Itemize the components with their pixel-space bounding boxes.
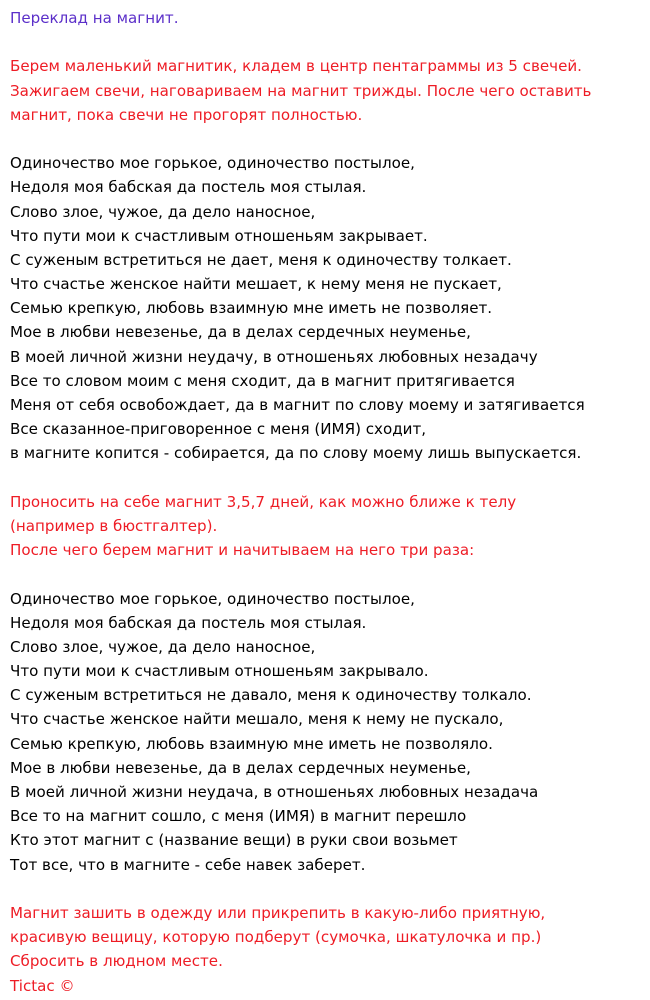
spacer [10,30,646,54]
spell-line: Одиночество мое горькое, одиночество постылое, [10,589,415,608]
spacer [10,466,646,490]
spell-line: В моей личной жизни неудачу, в отношеньях любовных незадачу [10,347,538,366]
spell-line: Недоля моя бабская да постель моя стылая. [10,613,367,632]
intro-line: Зажигаем свечи, наговариваем на магнит трижды. После чего оставить [10,81,592,100]
spell-line: Меня от себя освобождает, да в магнит по слову моему и затягивается [10,396,585,414]
ending-instructions [10,901,646,974]
spell-line: Что счастье женское найти мешает, к нему меня не пускает, [10,275,502,294]
intro-line: магнит, пока свечи не прогорят полностью. [10,105,363,124]
ending-line: красивую вещицу, которую подберут (сумочка, шкатулочка и пр.) [10,928,542,947]
spell-line: Что счастье женское найти мешало, меня к нему не пускало, [10,710,504,729]
spell-line: С суженым встретиться не дает, меня к одиночеству толкает. [10,250,512,269]
spell-line: Мое в любви невезенье, да в делах сердечных неуменье, [10,323,471,342]
intro-line: Берем маленький магнитик, кладем в центр пентаграммы из 5 свечей. [10,57,582,76]
ending-line: Сбросить в людном месте. [10,952,223,971]
spell-line: Кто этот магнит с (название вещи) в руки свои возьмет [10,831,458,850]
spell-line: в магните копится - собирается, да по слову моему лишь выпускается. [10,444,582,463]
middle-instructions [10,490,646,563]
spell-line: Что пути мои к счастливым отношеньям закрывает. [10,226,428,245]
spell-line: Семью крепкую, любовь взаимную мне иметь не позволяло. [10,734,493,753]
spell-line: Одиночество мое горькое, одиночество постылое, [10,154,415,173]
spell-two [10,587,646,877]
spell-line: Что пути мои к счастливым отношеньям закрывало. [10,662,429,681]
spell-line: Слово злое, чужое, да дело наносное, [10,202,316,221]
spacer [10,562,646,586]
spacer [10,127,646,151]
spell-line: Недоля моя бабская да постель моя стылая. [10,178,367,197]
spell-line: Тот все, что в магните - себе навек заберет. [10,855,366,874]
intro-instructions [10,54,646,127]
spell-line: Семью крепкую, любовь взаимную мне иметь не позволяет. [10,299,493,318]
spell-line: Слово злое, чужое, да дело наносное, [10,637,316,656]
page-title: Переклад на магнит. [10,9,179,27]
spell-line: Все сказанное-приговоренное с меня (ИМЯ) сходит, [10,420,427,439]
spacer [10,877,646,901]
spell-line: Все то словом моим с меня сходит, да в магнит притягивается [10,371,515,390]
spell-one [10,151,646,465]
ending-line: Магнит зашить в одежду или прикрепить в какую-либо приятную, [10,903,546,922]
middle-line: После чего берем магнит и начитываем на него три раза: [10,541,475,560]
spell-line: Все то на магнит сошло, с меня (ИМЯ) в магнит перешло [10,807,467,826]
spell-line: С суженым встретиться не давало, меня к одиночеству толкало. [10,686,532,705]
middle-line: (например в бюстгалтер). [10,516,218,535]
middle-line: Проносить на себе магнит 3,5,7 дней, как можно ближе к телу [10,492,517,511]
spell-line: Мое в любви невезенье, да в делах сердечных неуменье, [10,758,471,777]
spell-line: В моей личной жизни неудача, в отношеньях любовных незадача [10,783,539,801]
document [10,6,646,998]
signature: Tictac © [10,976,75,995]
